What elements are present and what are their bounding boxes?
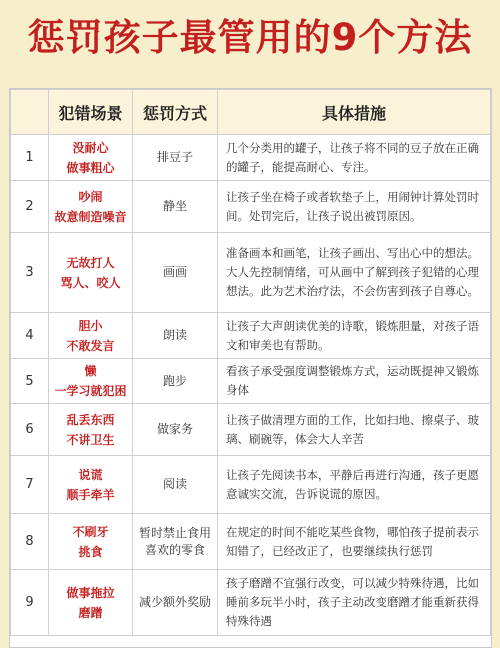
- row-number: 6: [11, 404, 49, 456]
- measure-cell: 几个分类用的罐子，让孩子将不同的豆子放在正确的罐子，能提高耐心、专注。: [218, 135, 491, 181]
- offense-cell: [49, 135, 133, 181]
- offense-cell: [49, 570, 133, 636]
- measure-cell: 看孩子承受强度调整锻炼方式，运动既提神又锻炼身体: [218, 359, 491, 404]
- table-row: [11, 570, 491, 636]
- table-header-row: [11, 90, 491, 135]
- table-row: [11, 135, 491, 181]
- punishment-cell: 做家务: [133, 404, 218, 456]
- offense-cell: [49, 404, 133, 456]
- table-row: [11, 514, 491, 570]
- row-number: 9: [11, 570, 49, 636]
- offense-line: 做事粗心: [66, 160, 115, 175]
- offense-line: 不讲卫生: [66, 432, 115, 447]
- measure-cell: 孩子磨蹭不宜强行改变，可以减少特殊待遇，比如睡前多玩半小时，孩子主动改变磨蹭才能重新获得特殊待遇: [218, 570, 491, 636]
- offense-line: 一学习就犯困: [54, 384, 127, 398]
- offense-line: 胆小: [78, 318, 103, 333]
- header-punishment: 惩罚方式: [133, 90, 218, 135]
- punishment-cell: 画画: [133, 233, 218, 313]
- measure-cell: 准备画本和画笔，让孩子画出、写出心中的想法。大人先控制情绪，可从画中了解到孩子犯错的心理想法。此为艺术治疗法，不会伤害到孩子自尊心。: [218, 233, 491, 313]
- table-row: [11, 181, 491, 233]
- offense-line: 顺手牵羊: [66, 487, 115, 502]
- offense-cell: [49, 233, 133, 313]
- offense-line: 故意制造噪音: [54, 209, 127, 224]
- header-measure: 具体措施: [218, 90, 491, 135]
- offense-line: 说谎: [78, 467, 103, 482]
- offense-cell: [49, 514, 133, 570]
- offense-line: 不敢发言: [66, 338, 115, 353]
- page-title: 惩罚孩子最管用的9个方法: [27, 16, 473, 59]
- punishment-cell: 排豆子: [133, 135, 218, 181]
- row-number: 7: [11, 456, 49, 514]
- header-number: [11, 90, 49, 135]
- measure-cell: 让孩子做清理方面的工作，比如扫地、擦桌子、玻璃、刷碗等，体会大人辛苦: [218, 404, 491, 456]
- punishment-cell: 阅读: [133, 456, 218, 514]
- row-number: 4: [11, 313, 49, 359]
- offense-line: 做事拖拉: [66, 585, 115, 600]
- punishment-cell: 静坐: [133, 181, 218, 233]
- punishment-cell: 暂时禁止食用喜欢的零食: [133, 514, 218, 570]
- offense-line: 不刷牙: [72, 524, 109, 539]
- offense-line: 吵闹: [78, 189, 103, 204]
- table-row: [11, 456, 491, 514]
- table-row: [11, 233, 491, 313]
- measure-cell: 让孩子先阅读书本，平静后再进行沟通，孩子更愿意诚实交流，告诉说谎的原因。: [218, 456, 491, 514]
- measure-cell: 让孩子坐在椅子或者软垫子上，用闹钟计算处罚时间。处罚完后，让孩子说出被罚原因。: [218, 181, 491, 233]
- table-row: [11, 313, 491, 359]
- offense-cell: [49, 359, 133, 404]
- measure-cell: 让孩子大声朗读优美的诗歌，锻炼胆量，对孩子语文和审美也有帮助。: [218, 313, 491, 359]
- methods-table-grid: [10, 89, 491, 636]
- offense-line: 没耐心: [72, 140, 109, 155]
- punishment-cell: 跑步: [133, 359, 218, 404]
- punishment-cell: 朗读: [133, 313, 218, 359]
- offense-line: 挑食: [78, 544, 103, 559]
- row-number: 8: [11, 514, 49, 570]
- methods-table: [9, 88, 492, 648]
- row-number: 1: [11, 135, 49, 181]
- row-number: 3: [11, 233, 49, 313]
- offense-cell: [49, 181, 133, 233]
- offense-cell: [49, 456, 133, 514]
- punishment-cell: 减少额外奖励: [133, 570, 218, 636]
- offense-cell: [49, 313, 133, 359]
- measure-cell: 在规定的时间不能吃某些食物，哪怕孩子提前表示知错了，已经改正了，也要继续执行惩罚: [218, 514, 491, 570]
- offense-line: 懒: [84, 364, 97, 378]
- table-row: [11, 359, 491, 404]
- row-number: 5: [11, 359, 49, 404]
- offense-line: 磨蹭: [78, 605, 103, 620]
- table-row: [11, 404, 491, 456]
- header-offense: 犯错场景: [49, 90, 133, 135]
- offense-line: 乱丢东西: [66, 412, 115, 427]
- offense-line: 骂人、咬人: [60, 275, 121, 290]
- row-number: 2: [11, 181, 49, 233]
- offense-line: 无故打人: [66, 255, 115, 270]
